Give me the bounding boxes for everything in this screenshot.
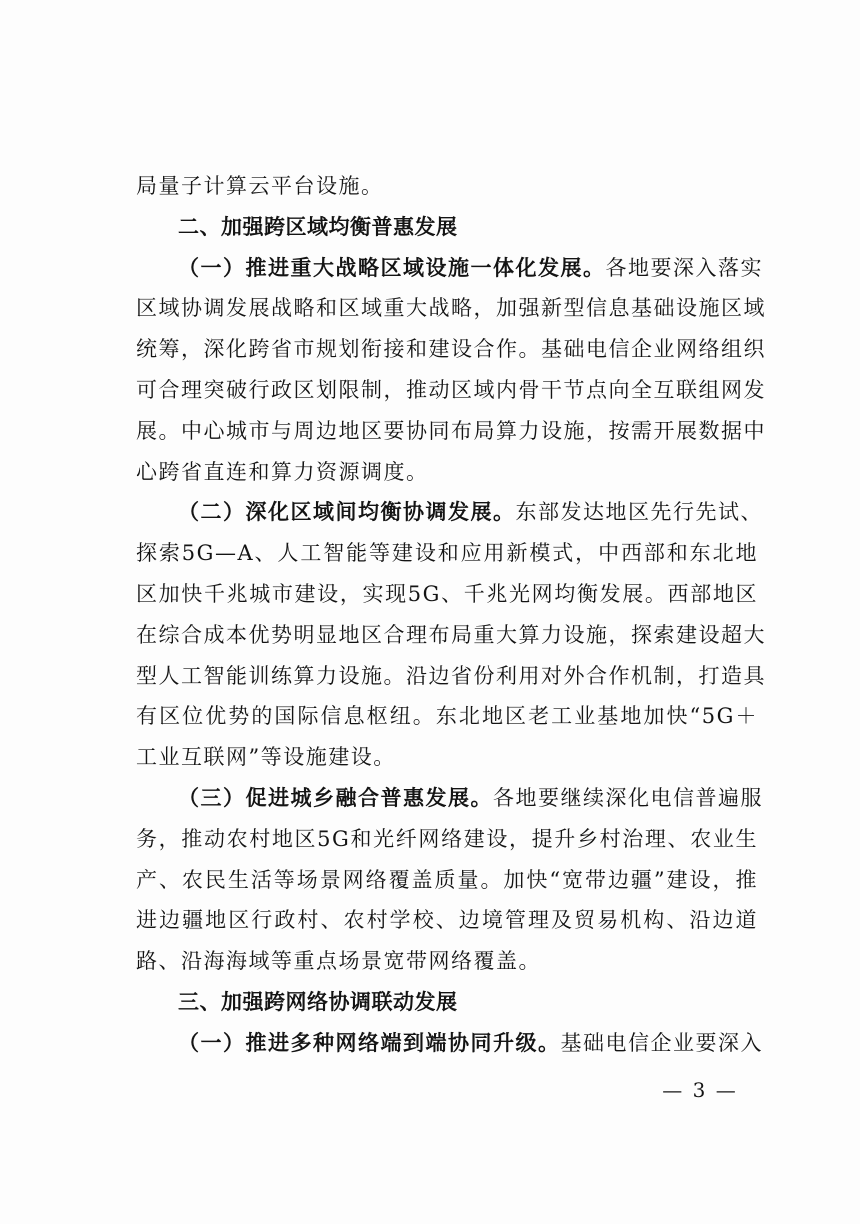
paragraph-text: 东部发达地区先行先试、: [515, 500, 763, 525]
paragraph-2-2-line-1: [136, 492, 763, 533]
paragraph-line: 统筹，深化跨省市规划衔接和建设合作。基础电信企业网络组织: [136, 337, 766, 362]
paragraph-line: 有区位优势的国际信息枢纽。东北地区老工业基地加快“5G＋: [136, 704, 758, 729]
subsection-title-2-1: （一）推进重大战略区域设施一体化发展。: [178, 254, 606, 280]
paragraph-line: 区域协调发展战略和区域重大战略，加强新型信息基础设施区域: [136, 296, 766, 321]
paragraph-line: 心跨省直连和算力资源调度。: [136, 459, 429, 484]
section-heading-2: 二、加强跨区域均衡普惠发展: [178, 214, 458, 239]
paragraph-2-3-line-1: [136, 778, 763, 819]
paragraph-line: 产、农民生活等场景网络覆盖质量。加快“宽带边疆”建设，推: [136, 867, 758, 892]
paragraph-line: 在综合成本优势明显地区合理布局重大算力设施，探索建设超大: [136, 622, 766, 647]
paragraph-text: 各地要继续深化电信普遍服: [493, 785, 763, 810]
subsection-title-2-3: （三）促进城乡融合普惠发展。: [178, 784, 493, 810]
paragraph-text: 基础电信企业要深入: [560, 1030, 763, 1055]
paragraph-text: 各地要深入落实: [605, 255, 763, 280]
section-heading-3: 三、加强跨网络协调联动发展: [178, 989, 458, 1014]
continuation-line: 局量子计算云平台设施。: [136, 174, 384, 198]
paragraph-line: 区加快千兆城市建设，实现5G、千兆光网均衡发展。西部地区: [136, 581, 758, 606]
paragraph-2-1-line-1: [136, 248, 763, 289]
paragraph-line: 型人工智能训练算力设施。沿边省份利用对外合作机制，打造具: [136, 663, 766, 688]
paragraph-3-1-line-1: [136, 1023, 763, 1064]
body-text: [136, 166, 766, 1064]
paragraph-line: 务，推动农村地区5G和光纤网络建设，提升乡村治理、农业生: [136, 826, 758, 851]
paragraph-line: 探索5G—A、人工智能等建设和应用新模式，中西部和东北地: [136, 541, 758, 566]
paragraph-line: 工业互联网”等设施建设。: [136, 745, 396, 770]
page-number: — 3 —: [662, 1078, 738, 1102]
paragraph-line: 可合理突破行政区划限制，推动区域内骨干节点向全互联组网发: [136, 377, 766, 402]
paragraph-line: 进边疆地区行政村、农村学校、边境管理及贸易机构、沿边道: [136, 908, 758, 933]
subsection-title-3-1: （一）推进多种网络端到端协同升级。: [178, 1029, 561, 1055]
paragraph-line: 展。中心城市与周边地区要协同布局算力设施，按需开展数据中: [136, 418, 766, 443]
paragraph-line: 路、沿海海域等重点场景宽带网络覆盖。: [136, 949, 541, 974]
subsection-title-2-2: （二）深化区域间均衡协调发展。: [178, 499, 516, 525]
